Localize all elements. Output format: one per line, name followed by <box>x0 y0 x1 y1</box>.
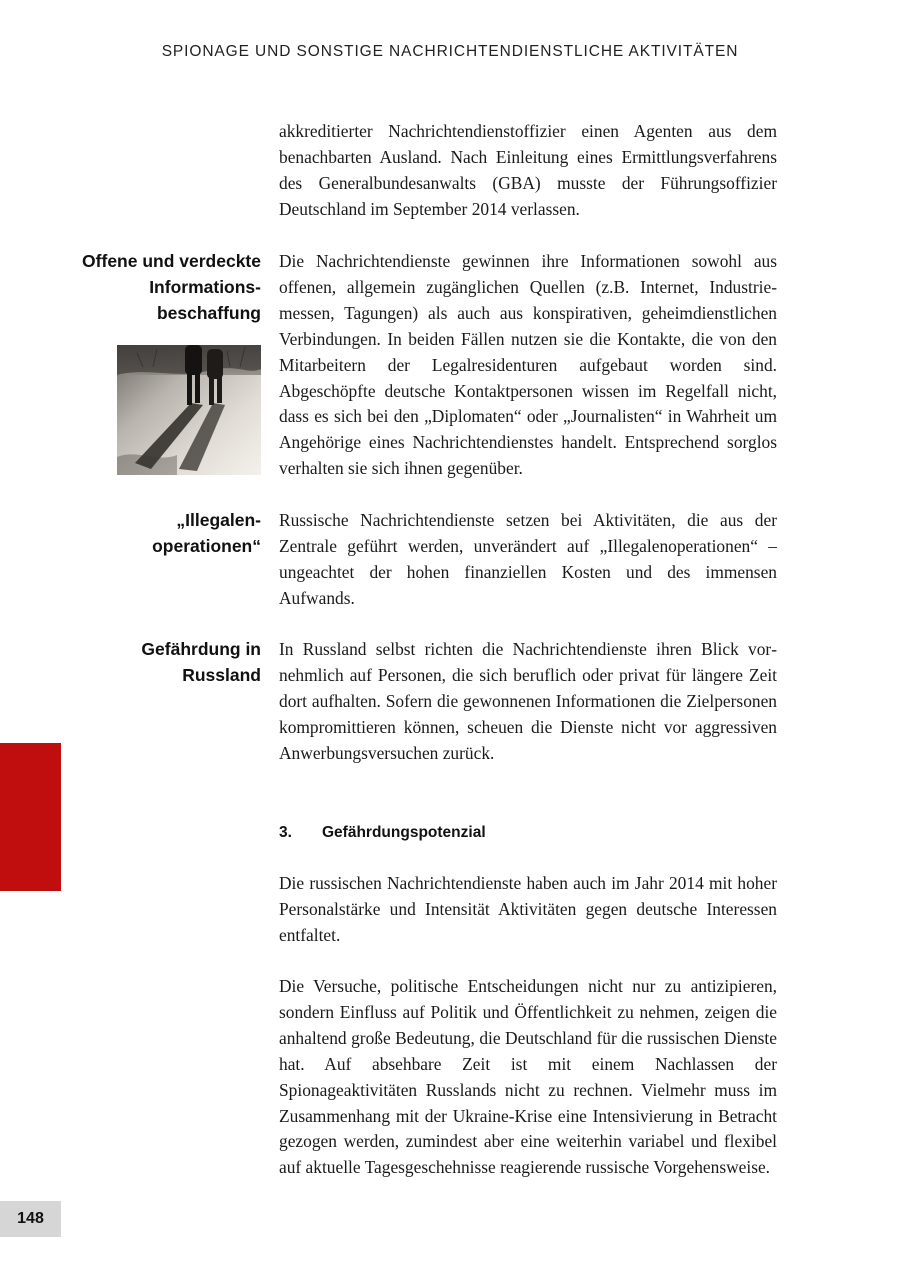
paragraph-potenzial-1 <box>279 871 777 949</box>
sidenote-line: Gefährdung in <box>141 639 261 659</box>
sidenote-line: Offene und verdeckte <box>82 251 261 271</box>
sidenote-illegalen <box>60 508 261 560</box>
paragraph-illegalen <box>279 508 777 612</box>
sidenote-line: Russland <box>182 664 261 685</box>
sidenote-line: operationen“ <box>152 535 261 556</box>
paragraph-text: akkreditierter Nachrichtendienstoffizier einen Agenten aus dem benachbarten Ausland. Nach Einleitung eines Ermittlungsverfahrens des Generalbundesanwalts (GBA) musste der Führungsoffizier Deutschland im September 2014 verlassen. <box>279 121 777 219</box>
section-title: Gefährdungspotenzial <box>322 824 486 841</box>
chapter-tab-marker <box>0 743 61 891</box>
paragraph-text: Russische Nachrichtendienste setzen bei Aktivitäten, die aus der Zentrale geführt werden, unverändert auf „Illegalenoperationen“ – ungeachtet der hohen finanziellen Kosten und des immensen Aufwands. <box>279 510 777 608</box>
paragraph-text: Die Nachrichtendienste gewinnen ihre Informationen sowohl aus offenen, allgemein zugänglichen Quellen (z.B. Internet, Industriemessen, Tagungen) als auch aus konspirativen, geheimdienstlichen Verbindungen. In beiden Fällen nutzen sie die Kontakte, die von den Mitarbeitern der Legalresidenturen aufgebaut worden sind. Abgeschöpfte deutsche Kontaktpersonen wissen im Regelfall nicht, dass es sich bei den „Diplomaten“ oder „Journalisten“ in Wahrheit um Angehörige eines Nachrichtendienstes handelt. Entsprechend sorglos verhalten sie sich ihnen gegenüber. <box>279 251 777 479</box>
paragraph-offene <box>279 249 777 482</box>
section-heading <box>279 820 486 845</box>
paragraph-text: In Russland selbst richten die Nachrichtendienste ihren Blick vornehmlich auf Personen, die sich beruflich oder privat für längere Zeit dort aufhalten. Sofern die gewonnenen Informationen die Zielpersonen kompromittieren können, scheuen die Dienste nicht vor aggressiven Anwerbungsversuchen zurück. <box>279 639 777 763</box>
paragraph-russland <box>279 637 777 767</box>
section-number: 3. <box>279 824 292 841</box>
running-head: SPIONAGE UND SONSTIGE NACHRICHTENDIENSTLICHE AKTIVITÄTEN <box>161 43 739 60</box>
paragraph-potenzial-2 <box>279 974 777 1181</box>
photo-silhouettes-in-snow <box>117 345 261 475</box>
sidenote-line: Informations- <box>149 276 261 297</box>
paragraph-text: Die russischen Nachrichtendienste haben auch im Jahr 2014 mit hoher Personalstärke und Intensität Aktivitäten gegen deutsche Interessen entfaltet. <box>279 873 777 945</box>
paragraph-text: Die Versuche, politische Entscheidungen nicht nur zu antizipieren, sondern Einfluss auf Politik und Öffentlichkeit zu nehmen, zeigen die anhaltend große Bedeutung, die Deutschland für die russischen Dienste hat. Auf absehbare Zeit ist mit einem Nachlassen der Spionageaktivitäten Russlands nicht zu rechnen. Vielmehr muss im Zusammenhang mit der Ukraine-Krise eine Intensivierung in Betracht gezogen werden, zumindest aber eine weiterhin variabel und flexibel auf aktuelle Tagesgeschehnisse reagierende russische Vorgehensweise. <box>279 976 777 1178</box>
sidenote-line: beschaffung <box>156 302 261 323</box>
sidenote-line: „Illegalen- <box>176 510 261 530</box>
sidenote-russland <box>60 637 261 689</box>
sidenote-offene <box>60 249 261 327</box>
page-number: 148 <box>0 1201 61 1237</box>
paragraph-intro <box>279 119 777 223</box>
